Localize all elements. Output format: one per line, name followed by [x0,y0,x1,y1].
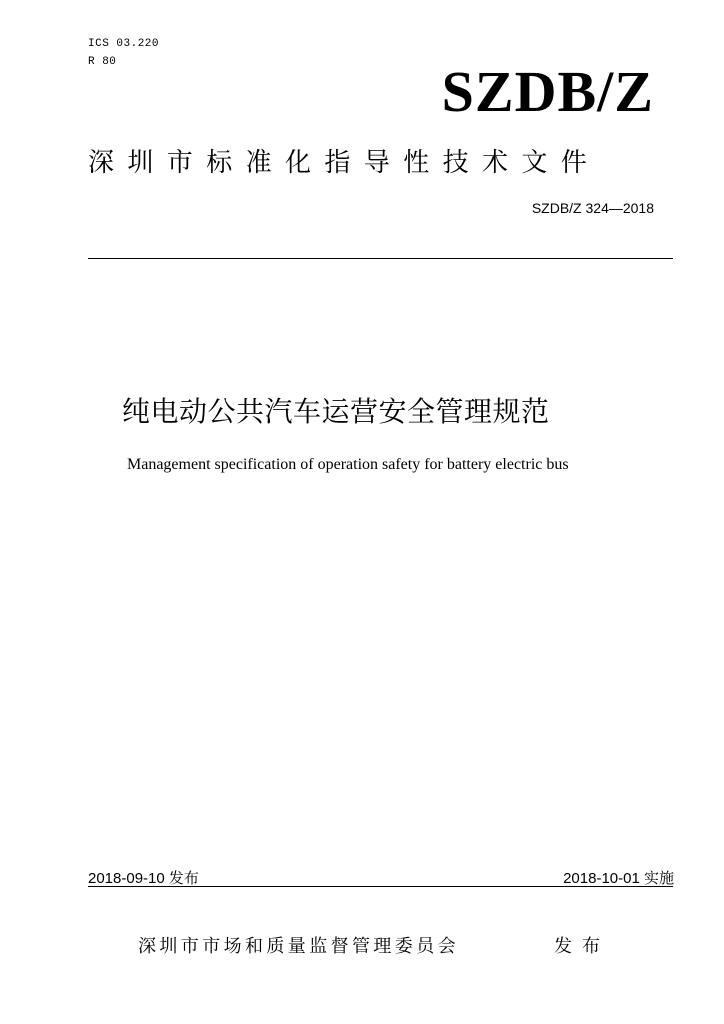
implementation-date: 2018-10-01 实施 [563,870,674,887]
ics-code: ICS 03.220 [88,38,160,50]
footer-divider [88,886,673,887]
issue-date: 2018-09-10 发布 [88,870,199,887]
ccs-code: R 80 [88,56,117,68]
issuing-authority: 深圳市市场和质量监督管理委员会 [138,936,459,957]
document-type-heading: 深圳市标准化指导性技术文件 [88,148,601,178]
document-title-chinese: 纯电动公共汽车运营安全管理规范 [122,395,550,428]
document-title-english: Management specification of operation safety for battery electric bus [127,456,569,473]
header-divider [88,258,673,259]
standard-code-logo: SZDB/Z [441,59,654,124]
issue-label: 发布 [554,936,610,957]
standard-number: SZDB/Z 324—2018 [531,200,654,216]
